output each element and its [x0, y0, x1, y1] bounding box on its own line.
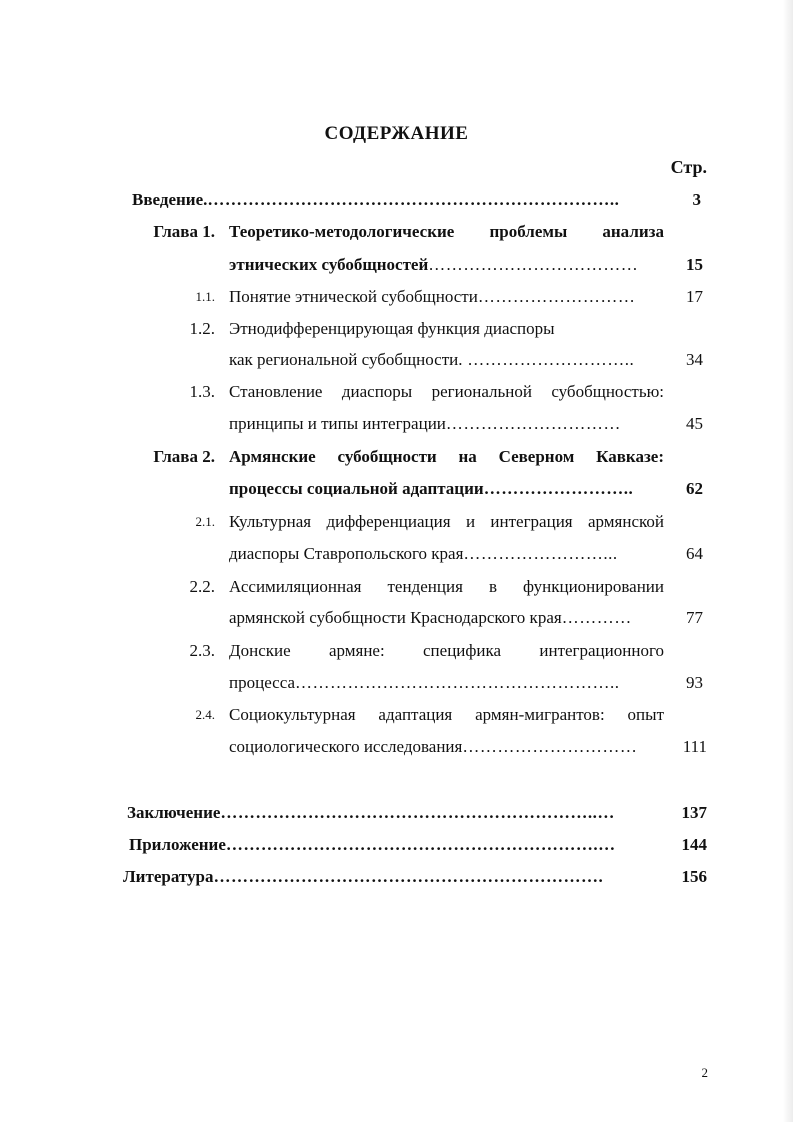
section-2-3-title-line1: Донские армяне: специфика интеграционного	[229, 641, 664, 660]
chapter-2-page: 62	[686, 479, 703, 498]
section-2-1-title-line2: диаспоры Ставропольского края……………………...	[229, 544, 618, 563]
leader-dots: …………………………	[445, 414, 621, 433]
section-1-3-page: 45	[686, 414, 703, 433]
section-1-3-number: 1.3.	[189, 382, 215, 401]
section-2-3-page: 93	[686, 673, 703, 692]
leader-dots: ………………………………………………………….	[213, 867, 604, 886]
chapter-2-number: Глава 2.	[153, 447, 215, 466]
section-1-2-page: 34	[686, 350, 703, 369]
section-2-1-number: 2.1.	[195, 514, 215, 529]
section-1-1-title: Понятие этнической субобщности………………………	[229, 287, 636, 306]
section-2-4-title-line2: социологического исследования…………………………	[229, 737, 638, 756]
section-1-1-page: 17	[686, 287, 703, 306]
leader-dots: ………………………………………………………..…	[220, 803, 615, 822]
scan-edge	[783, 0, 793, 1122]
leader-dots: ……………………………………………………………..	[207, 190, 620, 209]
page-column-header: Стр.	[670, 157, 707, 177]
section-2-2-number: 2.2.	[189, 577, 215, 596]
toc-entry-appendix: Приложение……………………………………………………….…	[129, 835, 616, 854]
chapter-2-title-line1: Армянские субобщности на Северном Кавказе:	[229, 447, 664, 466]
toc-appendix-page: 144	[681, 835, 707, 854]
section-2-2-title-line2: армянской субобщности Краснодарского края…………	[229, 608, 632, 627]
toc-intro-label: Введение.	[132, 190, 208, 209]
toc-literature-page: 156	[681, 867, 707, 886]
section-1-2-title-line2: как региональной субобщности. ………………………..	[229, 350, 635, 369]
chapter-2-title-line2: процессы социальной адаптации……………………..	[229, 479, 634, 498]
section-1-3-title-line1: Становление диаспоры региональной субобщностью:	[229, 382, 664, 401]
leader-dots: ………………………………………………..	[295, 673, 620, 692]
leader-dots: ……………………...	[463, 544, 618, 563]
section-2-2-title-line1: Ассимиляционная тенденция в функционировании	[229, 577, 664, 596]
leader-dots: …………	[561, 608, 632, 627]
chapter-1-title-line2: этнических субобщностей………………………………	[229, 255, 639, 274]
toc-entry-conclusion: Заключение………………………………………………………..…	[127, 803, 615, 822]
page-number: 2	[701, 1065, 708, 1080]
chapter-1-number: Глава 1.	[153, 222, 215, 241]
section-1-3-title-line2: принципы и типы интеграции…………………………	[229, 414, 621, 433]
toc-intro-page: 3	[692, 190, 701, 209]
toc-entry-intro	[132, 190, 664, 210]
section-1-2-number: 1.2.	[189, 319, 215, 338]
section-2-3-number: 2.3.	[189, 641, 215, 660]
page-title: СОДЕРЖАНИЕ	[324, 123, 469, 144]
section-2-4-title-line1: Социокультурная адаптация армян-мигрантов: опыт	[229, 705, 664, 724]
section-2-1-page: 64	[686, 544, 703, 563]
section-2-4-number: 2.4.	[195, 707, 215, 722]
section-1-2-title-line1: Этнодифференцирующая функция диаспоры	[229, 319, 555, 338]
section-2-1-title-line1: Культурная дифференциация и интеграция армянской	[229, 512, 664, 531]
toc-conclusion-page: 137	[681, 803, 707, 822]
section-2-3-title-line2: процесса………………………………………………..	[229, 673, 620, 692]
leader-dots: …………………………	[462, 737, 638, 756]
chapter-1-title-line1: Теоретико-методологические проблемы анализа	[229, 222, 664, 241]
leader-dots: ……………………………………………………….…	[225, 835, 616, 854]
section-1-1-number: 1.1.	[195, 289, 215, 304]
leader-dots: ………………………	[477, 287, 636, 306]
leader-dots: ……………………..	[483, 479, 634, 498]
section-2-4-page: 111	[682, 737, 707, 756]
chapter-1-page: 15	[686, 255, 703, 274]
section-2-2-page: 77	[686, 608, 703, 627]
leader-dots: ………………………..	[462, 350, 635, 369]
leader-dots: ………………………………	[428, 255, 639, 274]
toc-entry-literature: Литература………………………………………………………….	[123, 867, 604, 886]
